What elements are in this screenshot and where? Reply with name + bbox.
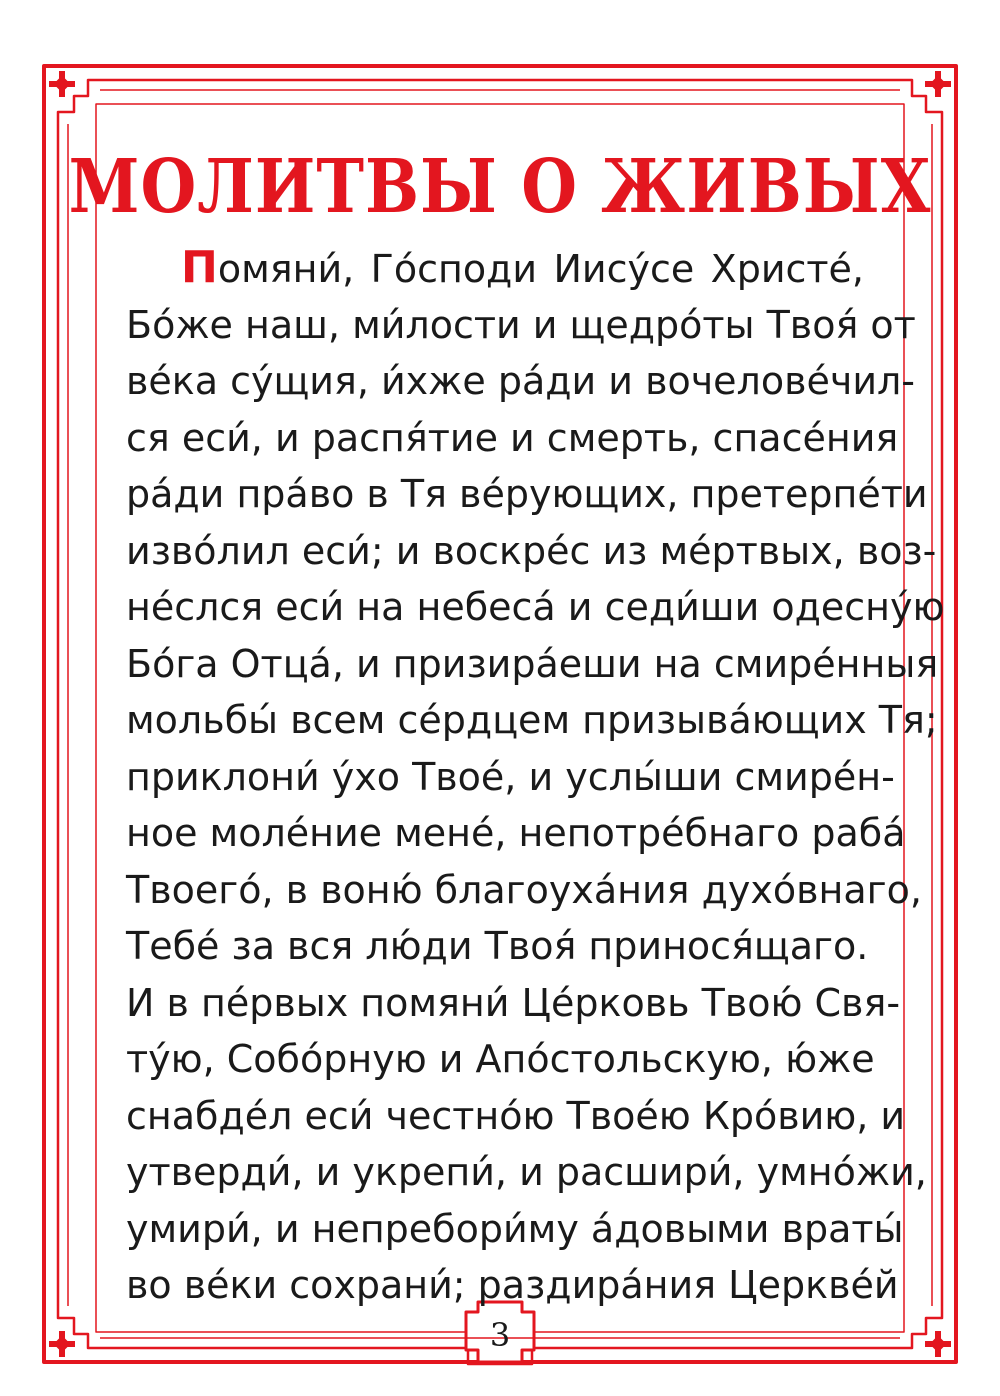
page-number: 3 [489,1316,511,1354]
corner-cross-icon [49,71,75,97]
prayer-line: Тебе́ за вся лю́ди Твоя́ принося́щаго. [126,924,869,968]
page-title: МОЛИТВЫ О ЖИВЫХ [68,144,932,231]
drop-initial: П [181,242,218,293]
prayer-line: мольбы́ всем се́рдцем призыва́ющих Тя; [126,698,938,742]
prayer-line: приклони́ у́хо Твое́, и услы́ши смире́н- [126,754,895,799]
corner-cross-icon [49,1331,75,1357]
prayer-line: ту́ю, Собо́рную и Апо́стольскую, ю́же [126,1037,875,1081]
prayer-line: Бо́га Отца́, и призира́еши на смире́нныя [126,641,939,686]
prayer-line: Бо́же наш, ми́лости и щедро́ты Твоя́ от [126,302,916,347]
prayer-line: утверди́, и укрепи́, и расшири́, умно́жи, [126,1150,927,1194]
prayer-line: умири́, и непребори́му а́довыми враты́ [126,1206,904,1251]
prayer-first-line [126,240,864,297]
prayer-line: И в пе́рвых помяни́ Це́рковь Твою́ Свя- [126,980,901,1025]
corner-cross-icon [925,1331,951,1357]
prayer-line: ра́ди пра́во в Тя ве́рующих, претерпе́ти [126,472,928,516]
prayer-line: снабде́л еси́ честно́ю Твое́ю Кро́вию, и [126,1093,906,1138]
first-line-text: омяни́, Го́споди Иису́се Христе́, [217,247,864,291]
prayer-line: Твоего́, в воню́ благоуха́ния духо́внаго, [126,867,922,912]
prayer-line: ся еси́, и распя́тие и смерть, спасе́ния [126,415,899,460]
prayer-text [126,240,945,1314]
prayer-line: изво́лил еси́; и воскре́с из ме́ртвых, воз- [126,528,937,573]
corner-cross-icon [925,71,951,97]
prayer-line: ное моле́ние мене́, непотре́бнаго раба́ [126,811,906,855]
prayer-line: не́слся еси́ на небеса́ и седи́ши одесну́ю [126,585,945,629]
prayer-line: ве́ка су́щия, и́хже ра́ди и вочелове́чил- [126,359,916,403]
prayer-line: во ве́ки сохрани́; раздира́ния Церкве́й [126,1263,899,1307]
